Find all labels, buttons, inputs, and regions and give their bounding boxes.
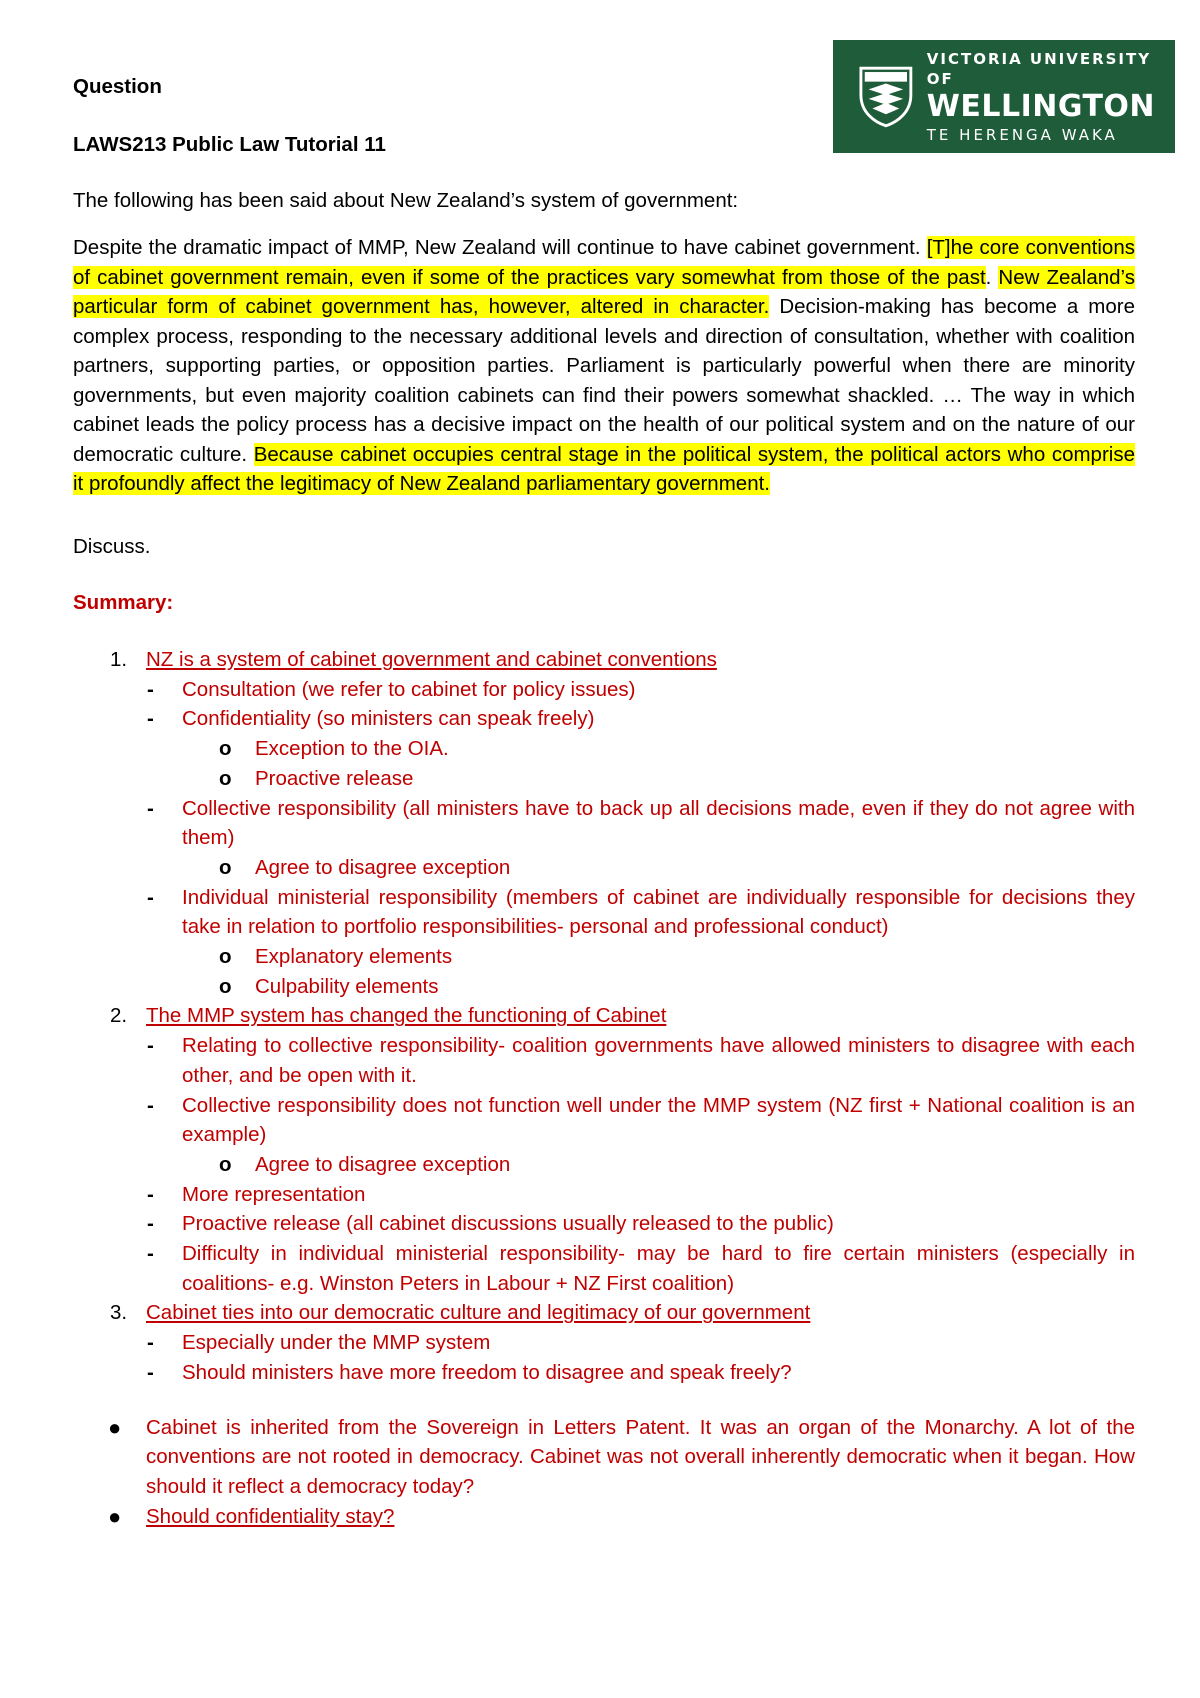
sub-list-item: o Exception to the OIA. bbox=[219, 737, 449, 761]
list-item: - Confidentiality (so ministers can speak freely) bbox=[147, 707, 595, 731]
quote-highlight-1: [T]he core conventions of cabinet government remain, even if some of the practices vary somewhat from those of the past bbox=[73, 236, 1135, 289]
course-title: LAWS213 Public Law Tutorial 11 bbox=[73, 133, 386, 156]
quote-paragraph bbox=[73, 233, 1135, 499]
summary-section-1 bbox=[73, 645, 1135, 675]
sub-list-item: o Explanatory elements bbox=[219, 945, 453, 969]
sub-list-item: o Culpability elements bbox=[219, 974, 439, 998]
list-item: - Should ministers have more freedom to disagree and speak freely? bbox=[147, 1360, 792, 1384]
list-item: - Proactive release (all cabinet discussions usually released to the public) bbox=[147, 1212, 834, 1236]
quote-sentence-1: Despite the dramatic impact of MMP, New Zealand will continue to have cabinet government. bbox=[73, 236, 927, 259]
sub-list-item: o Agree to disagree exception bbox=[219, 1152, 511, 1176]
quote-highlight-3: Because cabinet occupies central stage in the political system, the political actors who comprise it profoundly affect the legitimacy of New Zealand parliamentary government. bbox=[73, 442, 1135, 495]
quote-sentence-5: Decision-making has become a more complex process, responding to the necessary additional levels and direction of consultation, whether with coalition partners, supporting parties, or opposition parties. Parliament is particularly powerful when there are minority governments, but even majority coalition cabinets can find their powers somewhat shackled. … The way in which cabinet leads the policy process has a decisive impact on the health of our political system and on the nature of our democratic culture. bbox=[73, 295, 1135, 466]
intro-text: The following has been said about New Zealand’s system of government: bbox=[73, 189, 739, 212]
list-item: - Relating to collective responsibility- coalition governments have allowed ministers to disagree with each other, and be open with it. bbox=[147, 1034, 1135, 1087]
list-item: - Difficulty in individual ministerial responsibility- may be hard to fire certain ministers (especially in coalitions- e.g. Winston Peters in Labour + NZ First coalition) bbox=[147, 1242, 1135, 1295]
bullet-item: ● Cabinet is inherited from the Sovereign in Letters Patent. It was an organ of the Monarchy. A lot of the conventions are not rooted in democracy. Cabinet was not overall inherently democratic when it began. How should it reflect a democracy today? bbox=[108, 1414, 1135, 1498]
logo-line-2: WELLINGTON bbox=[926, 88, 1156, 124]
question-label: Question bbox=[73, 75, 162, 98]
summary-section-3 bbox=[73, 1298, 1135, 1328]
list-item: - Consultation (we refer to cabinet for policy issues) bbox=[147, 677, 636, 701]
list-item: - Especially under the MMP system bbox=[147, 1331, 491, 1355]
list-item: - Collective responsibility does not function well under the MMP system (NZ first + National coalition is an example) bbox=[147, 1093, 1135, 1147]
bullet-item: ● Should confidentiality stay? bbox=[108, 1503, 395, 1529]
summary-heading: Summary: bbox=[73, 591, 174, 614]
summary-list bbox=[73, 645, 1135, 1531]
summary-section-2 bbox=[73, 1001, 1135, 1031]
discuss-text: Discuss. bbox=[73, 535, 151, 558]
logo-line-3: TE HERENGA WAKA bbox=[926, 125, 1118, 144]
quote-highlight-2: New Zealand’s particular form of cabinet government has, however, altered in character. bbox=[73, 265, 1135, 318]
section-title: Cabinet ties into our democratic culture and legitimacy of our government bbox=[146, 1301, 811, 1325]
quote-sentence-3: . bbox=[985, 265, 999, 289]
section-number: 1. bbox=[110, 648, 128, 671]
list-item: - More representation bbox=[147, 1182, 366, 1206]
logo-line-1: VICTORIA UNIVERSITY OF bbox=[926, 49, 1152, 88]
section-title: NZ is a system of cabinet government and cabinet conventions bbox=[146, 648, 717, 671]
list-item: - Collective responsibility (all ministers have to back up all decisions made, even if they do not agree with them) bbox=[147, 796, 1135, 850]
sub-list-item: o Agree to disagree exception bbox=[219, 855, 511, 879]
section-title: The MMP system has changed the functioning of Cabinet bbox=[146, 1004, 667, 1028]
section-number: 3. bbox=[110, 1301, 128, 1325]
sub-list-item: o Proactive release bbox=[219, 766, 414, 790]
list-item: - Individual ministerial responsibility (members of cabinet are individually responsible for decisions they take in relation to portfolio responsibilities- personal and professional conduct) bbox=[147, 885, 1135, 939]
section-number: 2. bbox=[110, 1004, 128, 1028]
